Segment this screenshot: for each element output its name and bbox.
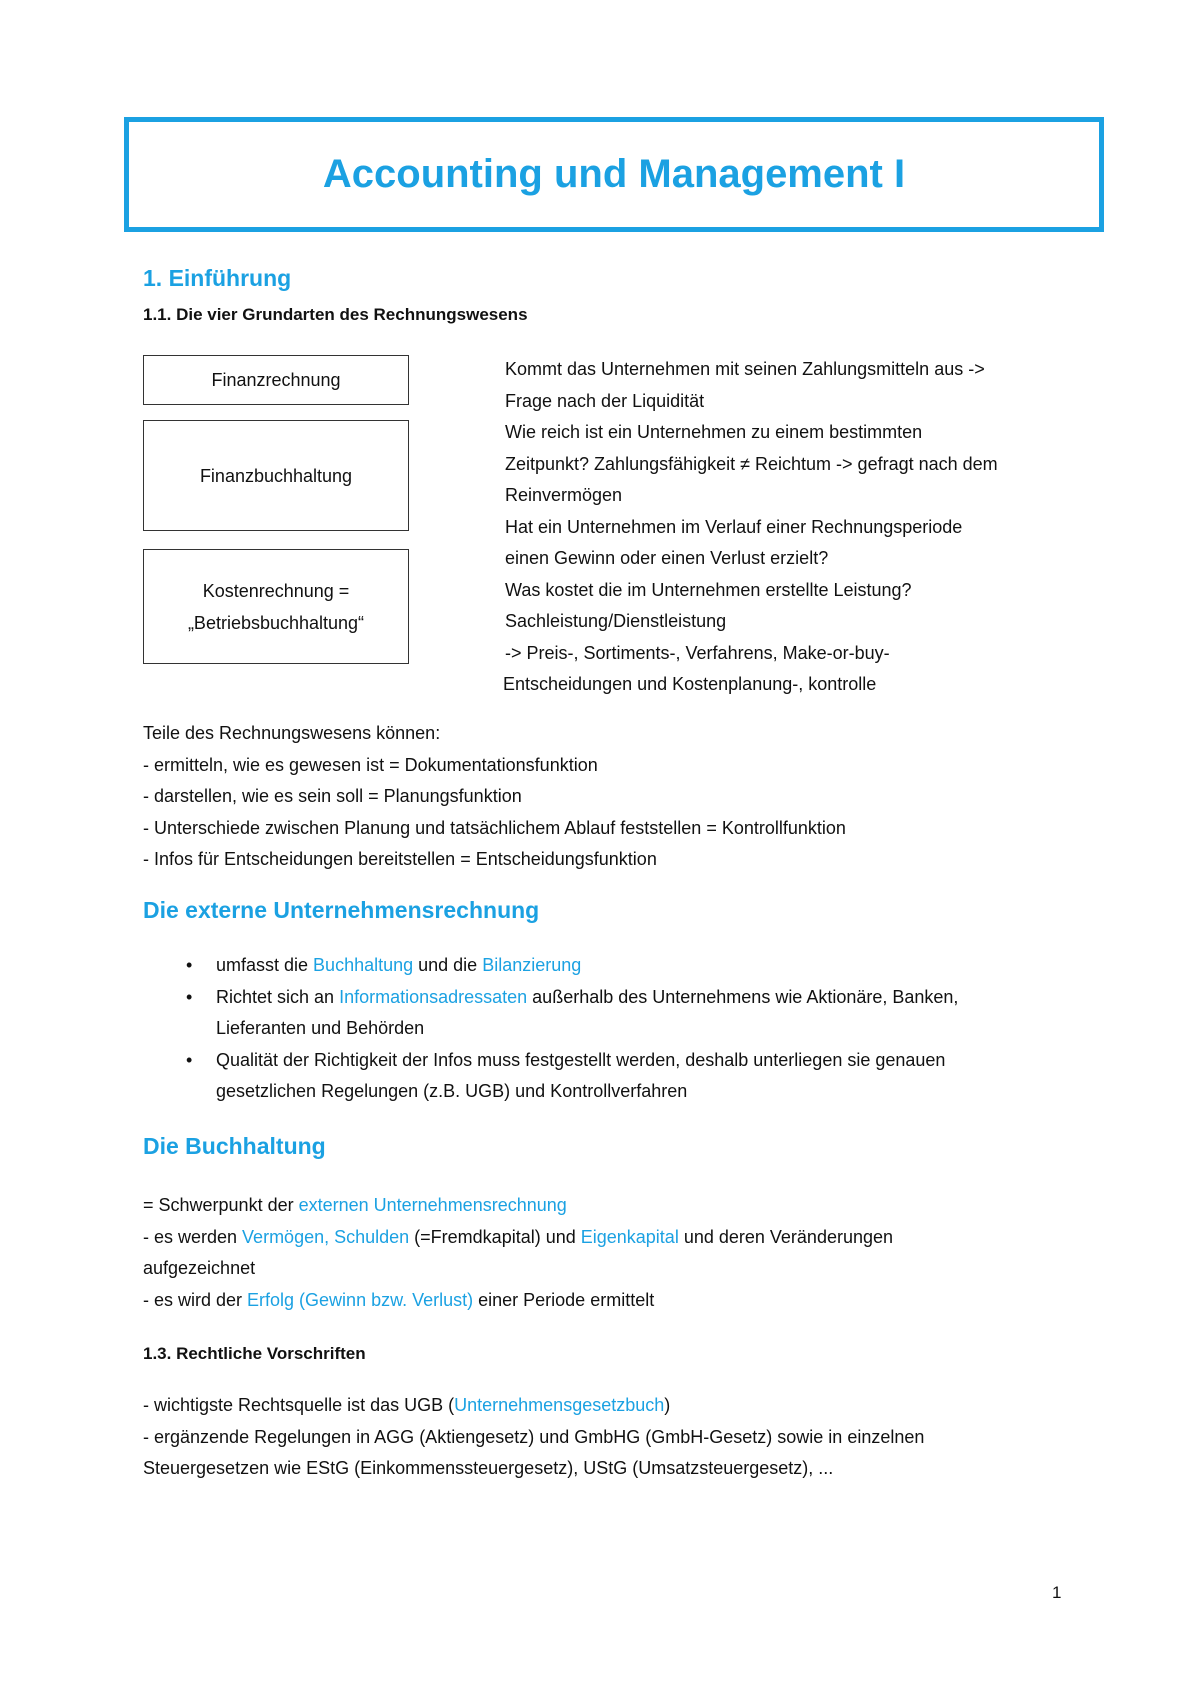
text-line: - ergänzende Regelungen in AGG (Aktiengesetz) und GmbHG (GmbH-Gesetz) sowie in einzelnen xyxy=(143,1426,925,1447)
functions-line: - darstellen, wie es sein soll = Planungsfunktion xyxy=(143,786,522,806)
list-item xyxy=(143,950,958,982)
text: umfasst die xyxy=(216,955,314,975)
section-heading-einfuehrung: 1. Einführung xyxy=(143,265,292,291)
section-heading-buchhaltung: Die Buchhaltung xyxy=(143,1133,326,1159)
highlight-term: Informationsadressaten xyxy=(339,986,528,1007)
highlight-term: Erfolg (Gewinn bzw. Verlust) xyxy=(247,1289,474,1310)
functions-list xyxy=(143,718,846,876)
description-line: -> Preis-, Sortiments-, Verfahrens, Make-or-buy- xyxy=(505,642,890,663)
recht-text xyxy=(143,1390,924,1485)
page-number: 1 xyxy=(1052,1583,1062,1602)
text: - es wird der xyxy=(143,1289,248,1310)
subheading-rechtliche-vorschriften: 1.3. Rechtliche Vorschriften xyxy=(143,1344,366,1363)
text-line xyxy=(143,1390,924,1422)
text: - es werden xyxy=(143,1226,243,1247)
description-line: Hat ein Unternehmen im Verlauf einer Rechnungsperiode xyxy=(505,516,963,537)
text-line: Steuergesetzen wie EStG (Einkommenssteuergesetz), UStG (Umsatzsteuergesetz), ... xyxy=(143,1458,834,1478)
text: ) xyxy=(664,1395,671,1415)
document-title: Accounting und Management I xyxy=(322,152,906,196)
text: außerhalb des Unternehmens wie Aktionäre, Banken, xyxy=(527,986,959,1007)
highlight-term: Bilanzierung xyxy=(482,955,582,975)
box-label-line2: „Betriebsbuchhaltung“ xyxy=(187,612,365,633)
extern-bullet-list xyxy=(143,950,958,1108)
box-finanzrechnung xyxy=(143,355,409,405)
highlight-term: externen Unternehmensrechnung xyxy=(298,1195,567,1215)
text-line xyxy=(143,1190,893,1222)
description-line: Zeitpunkt? Zahlungsfähigkeit ≠ Reichtum -> gefragt nach dem xyxy=(505,453,998,474)
description-line: Sachleistung/Dienstleistung xyxy=(505,611,727,631)
bullet-icon: • xyxy=(186,986,193,1007)
functions-line: - Unterschiede zwischen Planung und tatsächlichem Ablauf feststellen = Kontrollfunktion xyxy=(143,817,846,838)
box-label: Finanzbuchhaltung xyxy=(199,465,353,486)
highlight-term: Vermögen, Schulden xyxy=(242,1226,410,1247)
text: Richtet sich an xyxy=(216,986,340,1007)
section-heading-extern: Die externe Unternehmensrechnung xyxy=(143,897,540,923)
box-label-line1: Kostenrechnung = xyxy=(202,580,350,601)
text-line xyxy=(143,1222,893,1254)
description-line: einen Gewinn oder einen Verlust erzielt? xyxy=(505,548,829,568)
list-item xyxy=(143,982,958,1045)
box-finanzbuchhaltung xyxy=(143,420,409,531)
subheading-grundarten: 1.1. Die vier Grundarten des Rechnungswesens xyxy=(143,305,528,324)
text: gesetzlichen Regelungen (z.B. UGB) und Kontrollverfahren xyxy=(216,1081,688,1101)
text-line: aufgezeichnet xyxy=(143,1258,256,1278)
box-kostenrechnung xyxy=(143,549,409,664)
highlight-term: Buchhaltung xyxy=(313,955,414,975)
text-line xyxy=(143,1285,893,1317)
functions-line: - Infos für Entscheidungen bereitstellen = Entscheidungsfunktion xyxy=(143,849,657,869)
description-line: Kommt das Unternehmen mit seinen Zahlungsmitteln aus -> xyxy=(505,359,985,379)
text: (=Fremdkapital) und xyxy=(409,1226,581,1247)
highlight-term: Unternehmensgesetzbuch xyxy=(454,1395,665,1415)
box-label: Finanzrechnung xyxy=(211,370,341,390)
bullet-icon: • xyxy=(186,955,193,975)
title-box xyxy=(124,117,1104,232)
description-line: Entscheidungen und Kostenplanung-, kontrolle xyxy=(503,674,877,694)
description-line: Was kostet die im Unternehmen erstellte Leistung? xyxy=(505,579,912,600)
text: - wichtigste Rechtsquelle ist das UGB ( xyxy=(143,1395,455,1415)
descriptions xyxy=(505,354,998,701)
text: und deren Veränderungen xyxy=(678,1226,894,1247)
description-line: Wie reich ist ein Unternehmen zu einem bestimmten xyxy=(505,422,923,442)
text: Qualität der Richtigkeit der Infos muss festgestellt werden, deshalb unterliegen sie genauen xyxy=(216,1049,946,1070)
list-item xyxy=(143,1045,958,1108)
description-line: Frage nach der Liquidität xyxy=(505,390,705,411)
buchhaltung-text xyxy=(143,1190,893,1316)
highlight-term: Eigenkapital xyxy=(580,1226,679,1247)
functions-line: Teile des Rechnungswesens können: xyxy=(143,723,441,743)
functions-line: - ermitteln, wie es gewesen ist = Dokumentationsfunktion xyxy=(143,754,598,775)
description-line: Reinvermögen xyxy=(505,485,623,505)
text: Lieferanten und Behörden xyxy=(216,1018,425,1038)
text: einer Periode ermittelt xyxy=(473,1289,655,1310)
text: = Schwerpunkt der xyxy=(143,1195,299,1215)
text: und die xyxy=(413,955,483,975)
bullet-icon: • xyxy=(186,1049,193,1070)
